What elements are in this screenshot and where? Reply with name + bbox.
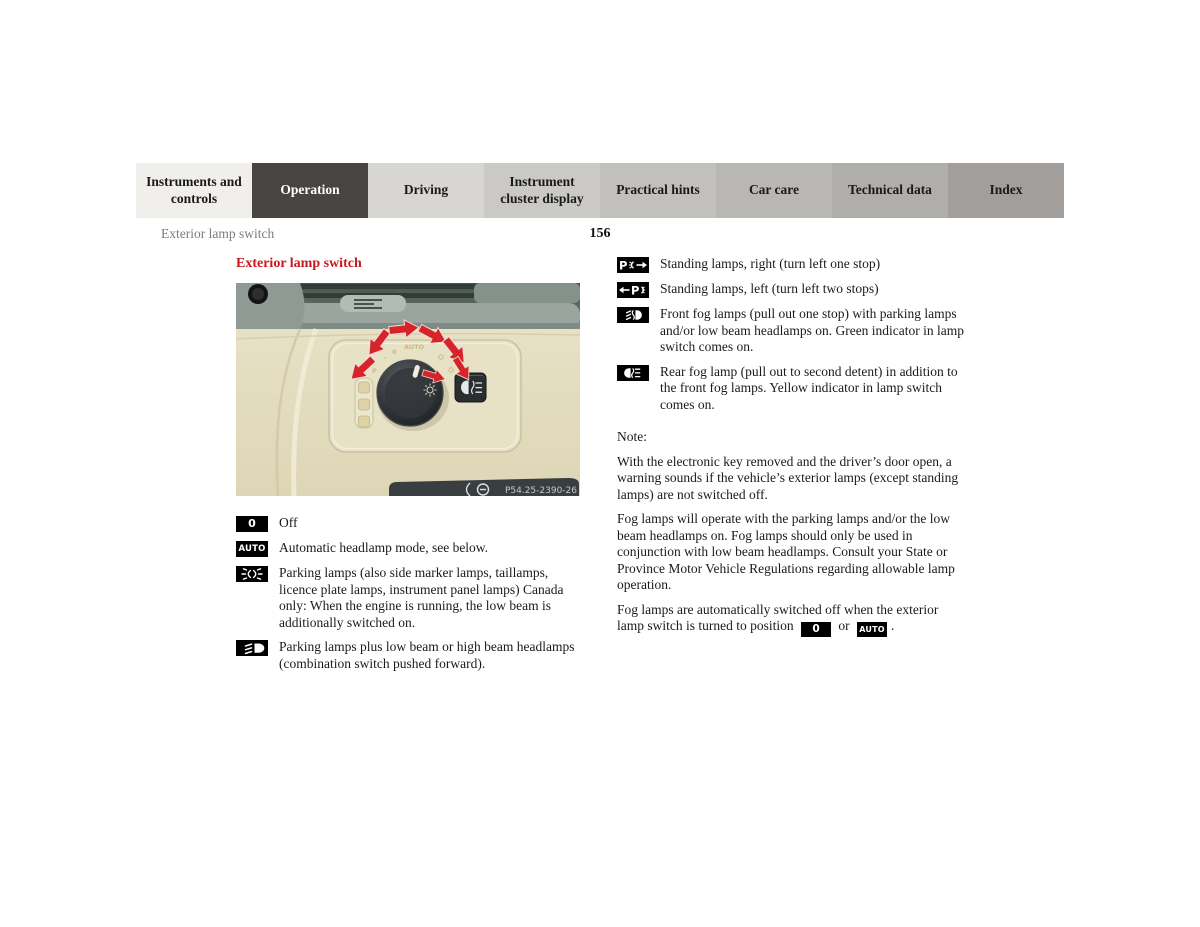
legend-text: Automatic headlamp mode, see below.	[279, 540, 489, 555]
legend-item-rear-fog	[617, 364, 967, 414]
front-fog-icon	[617, 307, 649, 323]
auto-badge-inline: AUTO	[857, 622, 887, 637]
tab-instrument-cluster-display[interactable]: Instrument cluster display	[484, 163, 600, 218]
legend-text: Rear fog lamp (pull out to second detent) in addition to the front fog lamps. Yellow indicator in lamp switch comes on.	[660, 363, 958, 412]
legend-text: Parking lamps plus low beam or high beam headlamps (combination switch pushed forward).	[279, 639, 575, 671]
legend-text: Off	[279, 515, 298, 530]
standing-lamp-right-icon	[617, 257, 649, 273]
legend-item-auto	[236, 540, 581, 557]
auto-badge: AUTO	[236, 541, 268, 557]
legend-item-standing-right	[617, 256, 967, 273]
tab-driving[interactable]: Driving	[368, 163, 484, 218]
figure-caption: P54.25-2390-26	[504, 486, 577, 496]
svg-text:-: -	[384, 354, 387, 362]
note-label: Note:	[617, 429, 647, 444]
running-header	[136, 226, 1064, 244]
left-column	[236, 256, 581, 680]
right-column	[617, 256, 967, 645]
note-paragraph-2: Fog lamps will operate with the parking lamps and/or the low beam headlamps on. Fog lamps should only be used in conjunction with low beam headlamps. Consult your State or Province Motor Vehicle Regulations regarding allowable lamp operation.	[617, 511, 955, 592]
page-number: 156	[589, 226, 611, 241]
legend-text: Standing lamps, right (turn left one stop)	[660, 256, 881, 271]
note-paragraph-1: With the electronic key removed and the driver’s door open, a warning sounds if the vehicle’s exterior lamps (except standing lamps) are not switched off.	[617, 453, 959, 502]
legend-item-standing-left	[617, 281, 967, 298]
legend-text: Front fog lamps (pull out one stop) with parking lamps and/or low beam headlamps on. Green indicator in lamp switch comes on.	[660, 306, 965, 354]
tab-technical-data[interactable]: Technical data	[832, 163, 948, 218]
parking-lamps-icon	[236, 566, 268, 582]
tab-operation[interactable]: Operation	[252, 163, 368, 218]
svg-text:P: P	[619, 258, 628, 273]
low-beam-icon	[236, 640, 268, 656]
tab-car-care[interactable]: Car care	[716, 163, 832, 218]
legend-text: Parking lamps (also side marker lamps, taillamps, licence plate lamps, instrument panel lamps) Canada only: When the engine is running, the low beam is additionally switched on.	[279, 565, 564, 630]
standing-lamp-left-icon	[617, 282, 649, 298]
note-paragraph-3	[617, 602, 967, 638]
final-paragraph-before: Fog lamps are automatically switched off when the exterior lamp switch is turned to position	[617, 601, 939, 633]
svg-text:AUTO: AUTO	[404, 343, 425, 351]
legend-item-off	[236, 515, 581, 532]
tab-practical-hints[interactable]: Practical hints	[600, 163, 716, 218]
off-badge-inline: 0	[801, 622, 831, 637]
legend-item-front-fog	[617, 306, 967, 356]
legend-item-headlamps	[236, 639, 581, 672]
svg-text:0: 0	[392, 348, 397, 356]
off-badge: 0	[236, 516, 268, 532]
final-paragraph-after: .	[891, 618, 895, 633]
tab-instruments-and-controls[interactable]: Instruments and controls	[136, 163, 252, 218]
svg-text:P: P	[631, 283, 640, 298]
section-title: Exterior lamp switch	[161, 226, 275, 241]
final-paragraph-middle: or	[838, 618, 850, 633]
legend-text: Standing lamps, left (turn left two stops)	[660, 281, 879, 296]
svg-text:P: P	[372, 367, 377, 375]
lamp-switch-illustration	[236, 283, 580, 496]
legend-item-parking-lamps	[236, 565, 581, 631]
section-tabbar	[136, 163, 1064, 218]
tab-index[interactable]: Index	[948, 163, 1064, 218]
rear-fog-icon	[617, 365, 649, 381]
page-title: Exterior lamp switch	[236, 256, 362, 271]
